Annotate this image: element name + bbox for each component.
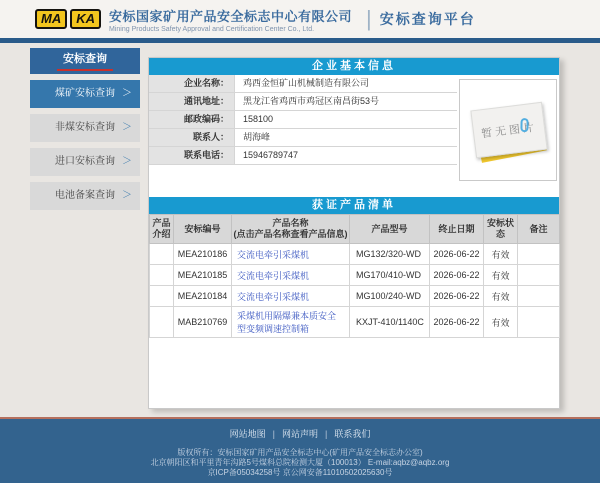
cert-code-cell: MAB210769 (174, 307, 232, 338)
footer-links (0, 427, 600, 440)
product-intro-cell (150, 286, 174, 307)
note-cell (518, 244, 560, 265)
phone-label: 联系电话： (149, 147, 235, 164)
footer-link-separator: | (272, 429, 275, 439)
table-row (150, 265, 560, 286)
postcode-value: 158100 (235, 111, 457, 128)
table-row (149, 129, 457, 147)
main-content-panel (148, 57, 560, 409)
chevron-right-icon: ＞ (122, 190, 132, 201)
chevron-right-icon: ＞ (122, 122, 132, 133)
sidebar (30, 48, 140, 210)
products-table (149, 214, 560, 338)
address-value: 黑龙江省鸡西市鸡冠区南昌街53号 (235, 93, 457, 110)
product-name-link[interactable]: 交流电牵引采煤机 (232, 244, 350, 265)
footer-icp-line: 京ICP备05034258号 京公网安备11010502025630号 (207, 468, 393, 477)
logo-badge-ka: KA (70, 9, 101, 29)
product-name-link[interactable]: 交流电牵引采煤机 (232, 265, 350, 286)
phone-value: 15946789747 (235, 147, 457, 164)
table-row (149, 111, 457, 129)
products-header: 获证产品清单 (149, 197, 559, 214)
contact-value: 胡海峰 (235, 129, 457, 146)
org-title-cn: 安标国家矿用产品安全标志中心有限公司 (109, 8, 353, 24)
footer-address-line: 北京朝阳区和平里青年沟路5号煤科总院检测大厦（100013） E-mail:aqbz@aqbz.org (150, 458, 450, 467)
sidebar-item-import-query[interactable] (30, 148, 140, 176)
sidebar-title-label: 安标查询 (63, 53, 107, 65)
end-date-cell: 2026-06-22 (430, 307, 484, 338)
footer-link-contact[interactable]: 联系我们 (334, 429, 371, 439)
product-name-link[interactable]: 交流电牵引采煤机 (232, 286, 350, 307)
header-separator: | (366, 6, 372, 31)
table-header-row (150, 215, 560, 244)
no-image-placeholder (470, 102, 547, 158)
sidebar-item-label: 非煤安标查询 (55, 122, 115, 133)
model-cell: MG100/240-WD (350, 286, 430, 307)
company-name-value: 鸡西金恒矿山机械制造有限公司 (235, 75, 457, 92)
sidebar-item-label: 电池备案查询 (55, 190, 115, 201)
status-cell: 有效 (484, 244, 518, 265)
col-note: 备注 (518, 215, 560, 244)
end-date-cell: 2026-06-22 (430, 244, 484, 265)
top-header (0, 0, 600, 38)
end-date-cell: 2026-06-22 (430, 265, 484, 286)
col-product-name-hint: (点击产品名称查看产品信息) (233, 229, 348, 239)
logo-badge-ma: MA (35, 9, 67, 29)
table-row (149, 75, 457, 93)
col-status: 安标状态 (484, 215, 518, 244)
chevron-right-icon: ＞ (122, 88, 132, 99)
chevron-right-icon: ＞ (122, 156, 132, 167)
end-date-cell: 2026-06-22 (430, 286, 484, 307)
table-row (150, 307, 560, 338)
postcode-label: 邮政编码： (149, 111, 235, 128)
no-image-text: 暂无图片 (480, 120, 538, 141)
model-cell: MG132/320-WD (350, 244, 430, 265)
sidebar-item-battery-query[interactable] (30, 182, 140, 210)
footer-link-statement[interactable]: 网站声明 (281, 429, 318, 439)
certified-products-section (149, 197, 559, 338)
col-model: 产品型号 (350, 215, 430, 244)
company-photo-box (459, 79, 557, 181)
sidebar-item-label: 进口安标查询 (55, 156, 115, 167)
product-intro-cell (150, 307, 174, 338)
note-cell (518, 307, 560, 338)
cert-code-cell: MEA210186 (174, 244, 232, 265)
platform-title: 安标查询平台 (379, 11, 476, 27)
status-cell: 有效 (484, 307, 518, 338)
table-row (150, 286, 560, 307)
status-cell: 有效 (484, 286, 518, 307)
sidebar-item-label: 煤矿安标查询 (55, 88, 115, 99)
contact-label: 联系人： (149, 129, 235, 146)
header-divider-bar (0, 38, 600, 43)
footer-link-separator: | (325, 429, 328, 439)
cert-code-cell: MEA210185 (174, 265, 232, 286)
col-product-intro: 产品介绍 (150, 215, 174, 244)
product-intro-cell (150, 265, 174, 286)
table-row (149, 147, 457, 165)
col-product-name (232, 215, 350, 244)
maka-logo (35, 9, 101, 29)
company-info-table (149, 75, 457, 165)
model-cell: MG170/410-WD (350, 265, 430, 286)
note-cell (518, 265, 560, 286)
footer-link-sitemap[interactable]: 网站地图 (229, 429, 266, 439)
footer (0, 417, 600, 483)
footer-copyright-line: 版权所有：安标国家矿用产品安全标志中心(矿用产品安全标志办公室) (177, 448, 423, 457)
table-row (150, 244, 560, 265)
product-name-link[interactable]: 采煤机用隔爆兼本质安全型变频调速控制箱 (232, 307, 350, 338)
address-label: 通讯地址： (149, 93, 235, 110)
col-cert-code: 安标编号 (174, 215, 232, 244)
status-cell: 有效 (484, 265, 518, 286)
model-cell: KXJT-410/1140C (350, 307, 430, 338)
table-row (149, 93, 457, 111)
cert-code-cell: MEA210184 (174, 286, 232, 307)
col-product-name-label: 产品名称 (272, 218, 309, 228)
product-intro-cell (150, 244, 174, 265)
company-name-label: 企业名称： (149, 75, 235, 92)
sidebar-title-red-underline (57, 69, 113, 71)
col-end-date: 终止日期 (430, 215, 484, 244)
sidebar-title (30, 48, 140, 74)
paperclip-icon (520, 118, 528, 132)
sidebar-item-noncoal-query[interactable] (30, 114, 140, 142)
note-cell (518, 286, 560, 307)
company-info-header: 企业基本信息 (149, 58, 559, 75)
org-title-en: Mining Products Safety Approval and Certification Center Co., Ltd. (109, 25, 315, 33)
org-title-block (109, 6, 352, 33)
sidebar-item-coal-query[interactable] (30, 80, 140, 108)
